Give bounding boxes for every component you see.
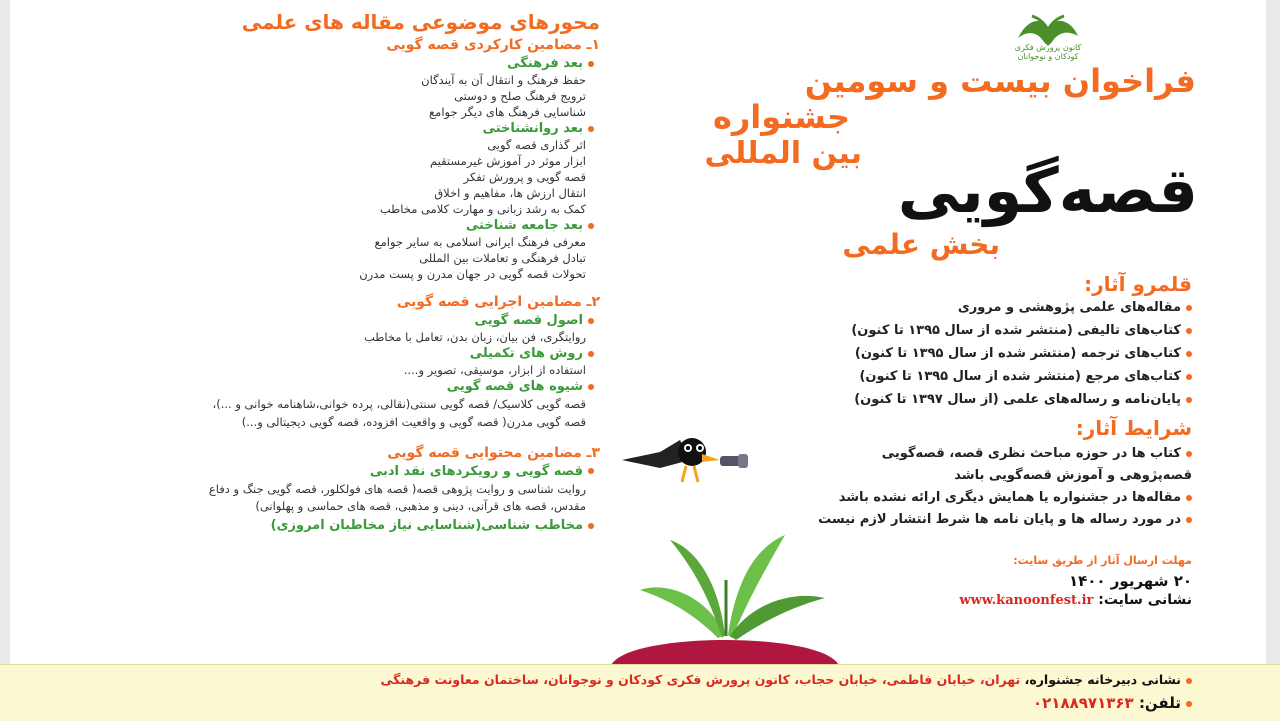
list-item: شناسایی فرهنگ های دیگر جوامع <box>429 105 586 119</box>
footer-phone: تلفن: ۰۲۱۸۸۹۷۱۳۶۳ <box>1033 694 1192 712</box>
subheading: مخاطب شناسی(شناسایی نیاز مخاطبان امروزی) <box>270 518 583 534</box>
list-item: قصه گویی و پرورش تفکر <box>463 170 586 184</box>
scope-item: کتاب‌های ترجمه (منتشر شده از سال ۱۳۹۵ تا کنون) <box>855 346 1192 361</box>
section-heading: ۱ـ مضامین کارکردی قصه گویی <box>386 37 600 53</box>
section-heading: ۲ـ مضامین اجرایی قصه گویی <box>396 294 600 310</box>
site-row <box>953 592 1192 608</box>
headline-line3: بین المللی <box>704 136 862 171</box>
bullet-icon <box>1181 369 1192 384</box>
list-item: روایتگری، فن بیان، زبان بدن، تعامل با مخاطب <box>363 330 586 344</box>
bullet-icon <box>1181 672 1192 687</box>
bullet-icon <box>1181 300 1192 315</box>
bullet-icon <box>583 346 594 361</box>
bullet-icon <box>1181 512 1192 527</box>
list-item: معرفی فرهنگ ایرانی اسلامی به سایر جوامع <box>374 235 586 249</box>
subheading: بعد جامعه شناختی <box>465 218 583 233</box>
subheading: اصول قصه گویی <box>474 313 583 328</box>
conditions-title: شرایط آثار: <box>1075 416 1192 440</box>
list-item: انتقال ارزش ها، مفاهیم و اخلاق <box>434 186 586 200</box>
deadline-label: مهلت ارسال آثار از طریق سایت: <box>1013 554 1192 567</box>
scope-item: پایان‌نامه و رساله‌های علمی (از سال ۱۳۹۷ تا کنون) <box>854 392 1192 407</box>
logo-text: کانون پرورش فکری کودکان و نوجوانان <box>1014 43 1082 61</box>
footer-address: نشانی دبیرخانه جشنواره، تهران، خیابان فاطمی، خیابان حجاب، کانون پرورش فکری کودکان و نوجوانان، ساختمان معاونت فرهنگی <box>380 672 1192 687</box>
list-item: اثر گذاری قصه گویی <box>487 138 586 152</box>
list-item: استفاده از ابزار، موسیقی، تصویر و.... <box>403 363 586 377</box>
subheading: بعد فرهنگی <box>507 56 583 71</box>
list-item: قصه گویی کلاسیک/ قصه گویی سنتی(نقالی، پرده خوانی،شاهنامه خوانی و ...)، قصه گویی مدرن( قصه گویی و واقعیت افزوده، قصه گویی دیجیتالی و...) <box>212 397 586 429</box>
page-edge-left <box>0 0 10 720</box>
subheading: روش های تکمیلی <box>469 346 583 361</box>
bullet-icon <box>583 518 594 533</box>
topics-title: محورهای موضوعی مقاله های علمی <box>241 10 600 34</box>
bullet-icon <box>583 56 594 71</box>
scope-item: مقاله‌های علمی پژوهشی و مروری <box>958 300 1192 315</box>
bullet-icon <box>1181 392 1192 407</box>
bullet-icon <box>1181 490 1192 505</box>
bullet-icon <box>583 464 594 479</box>
plant-illustration-icon <box>600 520 850 670</box>
bullet-icon <box>1181 346 1192 361</box>
site-link[interactable]: www.kanoonfest.ir <box>959 593 1094 608</box>
list-item: ابزار موثر در آموزش غیرمستقیم <box>430 154 586 168</box>
site-label: نشانی سایت: <box>1098 592 1192 608</box>
condition-item: قصه‌پژوهی و آموزش قصه‌گویی باشد <box>954 468 1192 483</box>
condition-item: مقاله‌ها در جشنواره یا همایش دیگری ارائه نشده باشد <box>839 490 1192 505</box>
page-edge-right <box>1266 0 1280 720</box>
bullet-icon <box>583 218 594 233</box>
section-name: بخش علمی <box>842 228 1000 261</box>
scope-title: قلمرو آثار: <box>1084 272 1192 296</box>
list-item: روایت شناسی و روایت پژوهی قصه( قصه های فولکلور، قصه گویی جنگ و دفاع مقدس، قصه های قرآنی، دینی و مذهبی، قصه های حماسی و پهلوانی) <box>208 481 586 514</box>
bullet-icon <box>583 379 594 394</box>
list-item: ترویج فرهنگ صلح و دوستی <box>454 89 586 103</box>
headline-line1: فراخوان بیست و سومین <box>804 62 1196 100</box>
topics-column <box>190 10 600 535</box>
headline-line2: جشنواره <box>712 98 850 136</box>
headline-main: قصه‌گویی <box>897 154 1198 227</box>
condition-item: در مورد رساله ها و پایان نامه ها شرط انتشار لازم نیست <box>818 512 1192 527</box>
subheading: بعد روانشناختی <box>482 121 583 136</box>
bullet-icon <box>583 121 594 136</box>
bullet-icon <box>1181 694 1192 712</box>
bullet-icon <box>583 313 594 328</box>
subheading: شیوه های قصه گویی <box>446 379 583 394</box>
bullet-icon <box>1181 323 1192 338</box>
subheading: قصه گویی و رویکردهای نقد ادبی <box>369 463 583 479</box>
scope-item: کتاب‌های تالیفی (منتشر شده از سال ۱۳۹۵ تا کنون) <box>851 323 1192 338</box>
list-item: تحولات قصه گویی در جهان مدرن و پست مدرن <box>359 267 586 281</box>
list-item: حفظ فرهنگ و انتقال آن به آیندگان <box>421 73 586 87</box>
section-heading: ۳ـ مضامین محتوایی قصه گویی <box>387 444 600 461</box>
list-item: کمک به رشد زبانی و مهارت کلامی مخاطب <box>379 202 586 216</box>
bullet-icon <box>1181 446 1192 461</box>
deadline-value: ۲۰ شهریور ۱۴۰۰ <box>1068 572 1192 590</box>
crow-illustration-icon <box>620 430 760 490</box>
condition-item: کتاب ها در حوزه مباحث نظری قصه، قصه‌گویی <box>882 446 1192 461</box>
scope-item: کتاب‌های مرجع (منتشر شده از سال ۱۳۹۵ تا کنون) <box>859 369 1192 384</box>
list-item: تبادل فرهنگی و تعاملات بین المللی <box>419 251 586 265</box>
